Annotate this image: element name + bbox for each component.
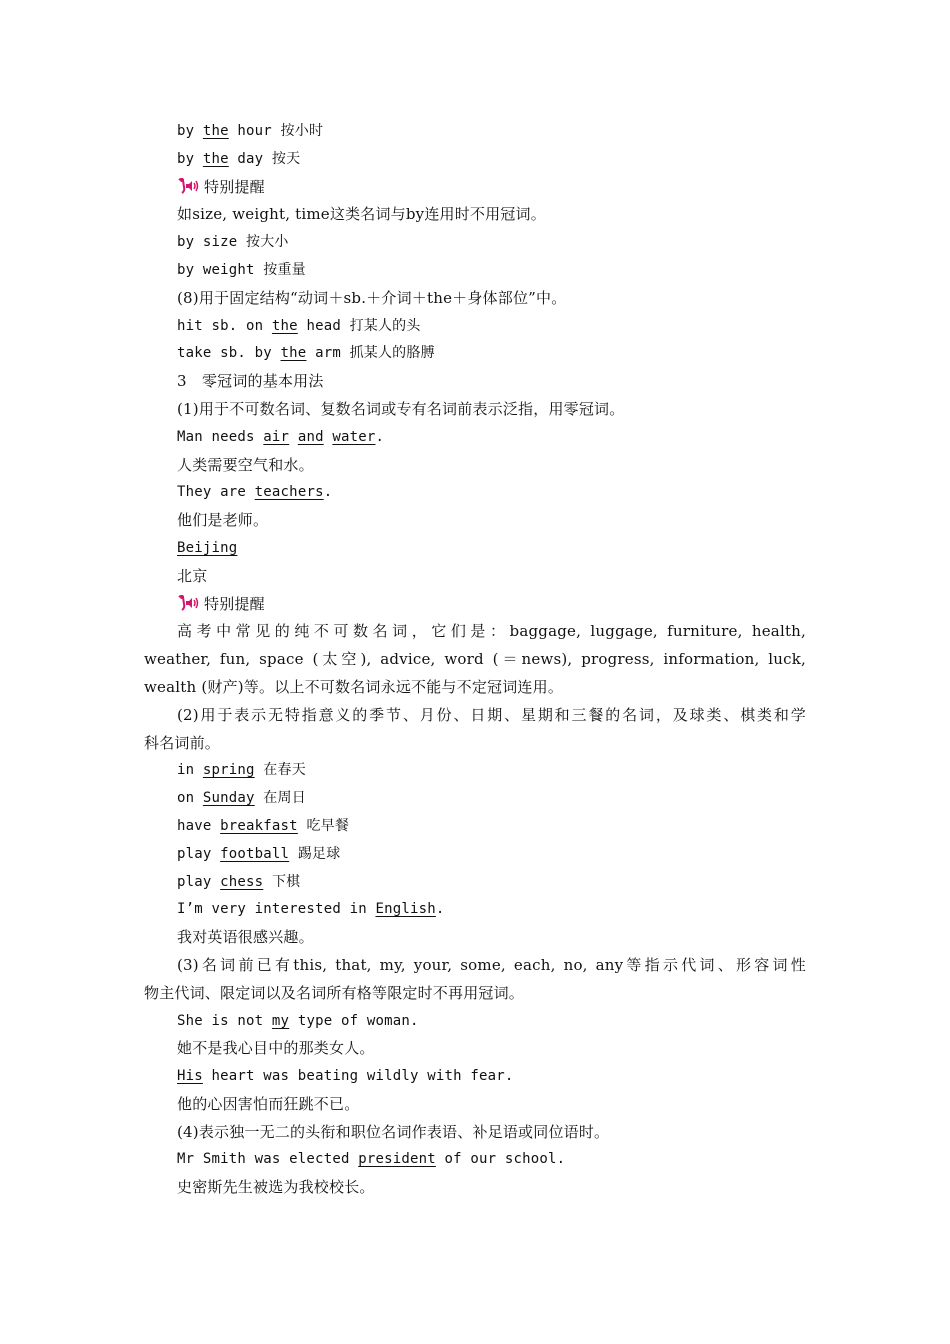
example-line: play football 踢足球 (177, 845, 341, 862)
example-line: take sb. by the arm 抓某人的胳膊 (177, 345, 435, 362)
text-line: 物主代词、限定词以及名词所有格等限定时不再用冠词。 (144, 983, 525, 1002)
text-line: (8)用于固定结构“动词＋sb.＋介词＋the＋身体部位”中。 (177, 288, 567, 307)
example-line: by the hour 按小时 (177, 123, 324, 139)
document-page (0, 118, 950, 1202)
translation-line: 他们是老师。 (177, 511, 269, 530)
example-line: by weight 按重量 (177, 261, 306, 278)
section-heading: 3 零冠词的基本用法 (177, 372, 324, 391)
tip-heading: 特别提醒 (0, 591, 950, 619)
speaker-alert-icon (177, 177, 201, 195)
example-line: They are teachers. (177, 484, 333, 501)
example-line: have breakfast 吃早餐 (177, 817, 350, 834)
translation-line: 她不是我心目中的那类女人。 (177, 1039, 375, 1058)
text-line: 科名词前。 (144, 733, 221, 752)
example-line: on Sunday 在周日 (177, 790, 306, 807)
example-line: Mr Smith was elected president of our school. (177, 1151, 566, 1168)
translation-line: 我对英语很感兴趣。 (177, 928, 314, 947)
text-line: (4)表示独一无二的头衔和职位名词作表语、补足语或同位语时。 (177, 1122, 610, 1141)
example-line: Beijing (177, 539, 238, 556)
example-line: play chess 下棋 (177, 873, 301, 890)
text-line: 如size, weight, time这类名词与by连用时不用冠词。 (177, 205, 546, 224)
text-line: (3)名词前已有this, that, my, your, some, each, no, any等指示代词、形容词性 (177, 955, 806, 974)
example-line: I’m very interested in English. (177, 901, 445, 918)
example-line: Man needs air and water. (177, 428, 385, 445)
text-line: (1)用于不可数名词、复数名词或专有名词前表示泛指，用零冠词。 (177, 399, 625, 418)
translation-line: 北京 (177, 566, 208, 585)
tip-heading: 特别提醒 (0, 174, 950, 202)
example-line: in spring 在春天 (177, 762, 306, 779)
translation-line: 史密斯先生被选为我校校长。 (177, 1178, 375, 1197)
text-line: wealth (财产)等。以上不可数名词永远不能与不定冠词连用。 (144, 677, 564, 696)
translation-line: 他的心因害怕而狂跳不已。 (177, 1094, 360, 1113)
example-line: hit sb. on the head 打某人的头 (177, 317, 421, 334)
example-line: by size 按大小 (177, 234, 289, 251)
example-line: She is not my type of woman. (177, 1012, 419, 1029)
example-line: His heart was beating wildly with fear. (177, 1068, 514, 1085)
speaker-alert-icon (177, 594, 201, 612)
text-line: 高考中常见的纯不可数名词，它们是：baggage, luggage, furniture, health, (177, 622, 806, 641)
example-line: by the day 按天 (177, 150, 301, 167)
text-line: (2)用于表示无特指意义的季节、月份、日期、星期和三餐的名词，及球类、棋类和学 (177, 705, 806, 724)
translation-line: 人类需要空气和水。 (177, 455, 314, 474)
text-line: weather, fun, space (太空), advice, word (＝news), progress, information, luck, (144, 650, 806, 669)
